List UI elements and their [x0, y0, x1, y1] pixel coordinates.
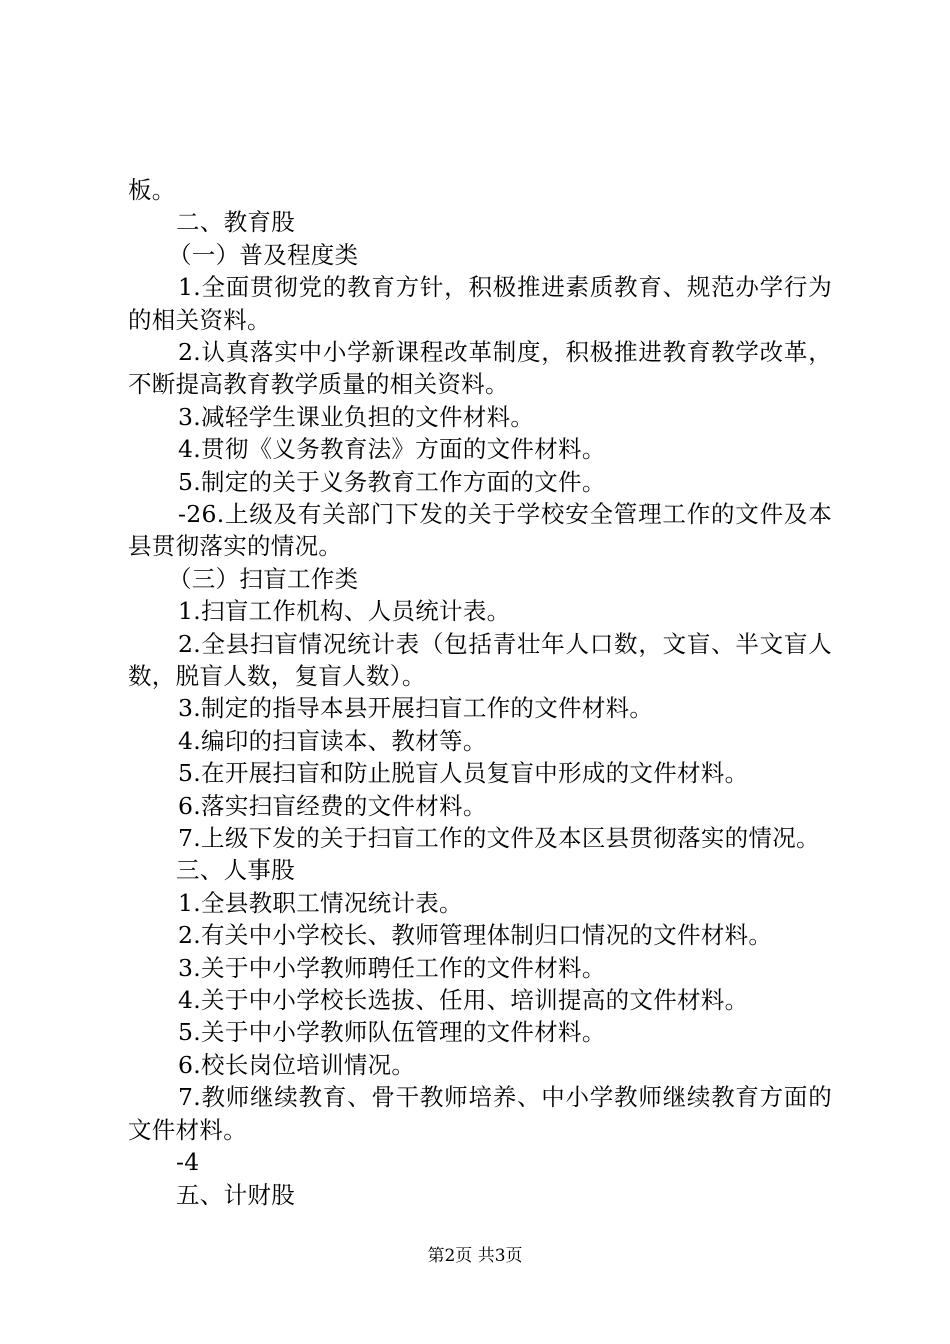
- list-item: 3.制定的指导本县开展扫盲工作的文件材料。: [178, 694, 654, 723]
- list-item: 3.关于中小学教师聘任工作的文件材料。: [178, 953, 606, 982]
- section-heading-finance: 五、计财股: [176, 1180, 295, 1209]
- list-item: 7.教师继续教育、骨干教师培养、中小学教师继续教育方面的文件材料。: [128, 1083, 832, 1144]
- list-item: -26.上级及有关部门下发的关于学校安全管理工作的文件及本县贯彻落实的情况。: [128, 500, 832, 561]
- list-item: 2.有关中小学校长、教师管理体制归口情况的文件材料。: [178, 921, 773, 950]
- text-line: 板。: [128, 176, 176, 204]
- list-item: 5.制定的关于义务教育工作方面的文件。: [178, 467, 606, 496]
- subsection-heading-popularization: （一）普及程度类: [168, 240, 359, 269]
- list-item: 1.扫盲工作机构、人员统计表。: [178, 597, 511, 626]
- list-item: 6.校长岗位培训情况。: [178, 1050, 416, 1079]
- list-item: 4.关于中小学校长选拔、任用、培训提高的文件材料。: [178, 986, 749, 1015]
- list-item: 2.全县扫盲情况统计表（包括青壮年人口数，文盲、半文盲人数，脱盲人数，复盲人数）。: [128, 629, 832, 691]
- subsection-heading-literacy: （三）扫盲工作类: [168, 564, 359, 593]
- page-footer: 第2页 共3页: [427, 1246, 523, 1266]
- section-heading-personnel: 三、人事股: [176, 856, 295, 885]
- page-marker: -4: [176, 1148, 200, 1177]
- list-item: 6.落实扫盲经费的文件材料。: [178, 791, 487, 820]
- document-body: [128, 174, 832, 1211]
- list-item: 2.认真落实中小学新课程改革制度，积极推进教育教学改革，不断提高教育教学质量的相关资料。: [128, 337, 832, 399]
- list-item: 3.减轻学生课业负担的文件材料。: [178, 402, 535, 431]
- list-item: 5.在开展扫盲和防止脱盲人员复盲中形成的文件材料。: [178, 759, 749, 788]
- list-item: 1.全面贯彻党的教育方针，积极推进素质教育、规范办学行为的相关资料。: [128, 273, 832, 334]
- list-item: 1.全县教职工情况统计表。: [178, 888, 463, 917]
- section-heading-education: 二、教育股: [176, 208, 295, 237]
- list-item: 5.关于中小学教师队伍管理的文件材料。: [178, 1018, 606, 1047]
- list-item: 4.编印的扫盲读本、教材等。: [178, 726, 487, 755]
- list-item: 7.上级下发的关于扫盲工作的文件及本区县贯彻落实的情况。: [178, 824, 820, 853]
- list-item: 4.贯彻《义务教育法》方面的文件材料。: [178, 435, 606, 464]
